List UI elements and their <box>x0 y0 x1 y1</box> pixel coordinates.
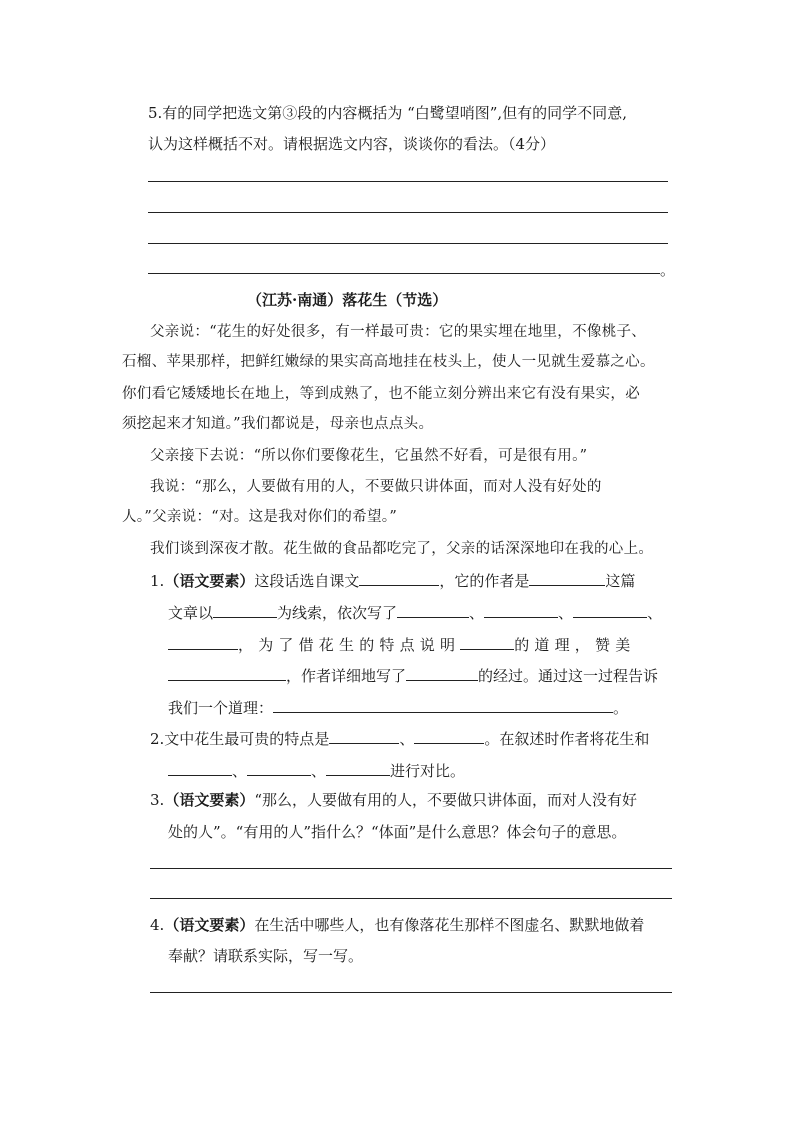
q1-blank-event-3[interactable] <box>573 602 647 618</box>
q1-text-c: 这篇 <box>605 572 636 590</box>
q1-text-b: ，它的作者是 <box>439 572 530 590</box>
q1-text-e: 为线索，依次写了 <box>277 604 398 622</box>
passage-p1-line-4: 须挖起来才知道。”我们都说是，母亲也点点头。 <box>122 416 434 432</box>
q2-sep-1: 、 <box>399 730 415 748</box>
q4-tag: （语文要素） <box>164 916 255 934</box>
passage-p4: 我们谈到深夜才散。花生做的食品都吃完了，父亲的话深深地印在我的心上。 <box>150 541 654 557</box>
q5-answer-line-2[interactable] <box>148 212 668 213</box>
q1-number: 1. <box>150 572 165 590</box>
q1-text-j: 我们一个道理： <box>168 699 274 717</box>
q2-blank-compare-3[interactable] <box>326 760 390 776</box>
q1-line-2 <box>168 602 662 623</box>
q5-answer-line-1[interactable] <box>148 181 668 182</box>
q3-answer-line-1[interactable] <box>150 868 672 869</box>
q3-line-2: 处的人”。“有用的人”指什么？“体面”是什么意思？体会句子的意思。 <box>168 823 627 841</box>
q2-sep-3: 、 <box>311 762 327 780</box>
q2-blank-compare-1[interactable] <box>168 760 232 776</box>
q1-sep-2: 、 <box>558 604 574 622</box>
q1-sep-3: 、 <box>647 604 663 622</box>
q5-answer-line-3[interactable] <box>148 243 668 244</box>
q3-tag: （语文要素） <box>164 791 255 809</box>
q1-text-d: 文章以 <box>168 604 214 622</box>
q2-blank-compare-2[interactable] <box>247 760 311 776</box>
q2-blank-trait-2[interactable] <box>414 728 484 744</box>
q2-text-b: 。在叙述时作者将花生和 <box>484 730 650 748</box>
q5-end-mark: 。 <box>660 261 676 279</box>
q1-sep-1: 、 <box>469 604 485 622</box>
q4-answer-line-1[interactable] <box>150 992 672 993</box>
q4-line-2: 奉献？请联系实际，写一写。 <box>168 947 364 965</box>
q1-line-3 <box>168 634 635 655</box>
q1-blank-event-1[interactable] <box>397 602 469 618</box>
q4-line-1 <box>150 915 644 935</box>
q2-line-2 <box>168 760 465 781</box>
q1-blank-lesson-learned[interactable] <box>273 697 613 713</box>
q1-blank-process[interactable] <box>406 665 478 681</box>
passage-p1-line-3: 你们看它矮矮地长在地上，等到成熟了，也不能立刻分辨出来它有没有果实，必 <box>122 386 640 402</box>
q3-text-a: “那么，人要做有用的人，不要做只讲体面，而对人没有好 <box>254 791 637 809</box>
q1-blank-author[interactable] <box>529 570 605 586</box>
q1-text-f: ，为了借花生的特点说明 <box>238 636 461 654</box>
q1-blank-clue[interactable] <box>213 602 277 618</box>
q2-blank-trait-1[interactable] <box>329 728 399 744</box>
q1-blank-principle[interactable] <box>460 634 514 650</box>
q1-text-g: 的道理，赞美 <box>514 636 636 654</box>
q1-text-i: 的经过。通过这一过程告诉 <box>478 667 659 685</box>
q4-text-a: 在生活中哪些人，也有像落花生那样不图虚名、默默地做着 <box>254 916 645 934</box>
q5-line-2: 认为这样概括不对。请根据选文内容，谈谈你的看法。（4分） <box>148 135 556 153</box>
passage-p1-line-1: 父亲说：“花生的好处很多，有一样最可贵：它的果实埋在地里，不像桃子、 <box>150 324 647 340</box>
q4-number: 4. <box>150 916 165 934</box>
q1-blank-lesson[interactable] <box>359 570 439 586</box>
passage-p3-line-1: 我说：“那么，人要做有用的人，不要做只讲体面，而对人没有好处的 <box>150 479 602 495</box>
q1-blank-event-2[interactable] <box>484 602 558 618</box>
q1-blank-event-4[interactable] <box>168 634 238 650</box>
q1-text-a: 这段话选自课文 <box>254 572 360 590</box>
q2-text-c: 进行对比。 <box>390 762 466 780</box>
q3-line-1 <box>150 790 637 810</box>
passage-p1-line-2: 石榴、苹果那样，把鲜红嫩绿的果实高高地挂在枝头上，使人一见就生爱慕之心。 <box>122 354 655 370</box>
passage-p2: 父亲接下去说：“所以你们要像花生，它虽然不好看，可是很有用。” <box>150 448 588 464</box>
passage-p3-line-2: 人。”父亲说：“对。这是我对你们的希望。” <box>122 509 398 525</box>
q2-line-1 <box>150 728 649 749</box>
q2-sep-2: 、 <box>232 762 248 780</box>
q1-line-5 <box>168 697 628 718</box>
q3-answer-line-2[interactable] <box>150 898 672 899</box>
q2-text-a: 2.文中花生最可贵的特点是 <box>150 730 330 748</box>
q1-line-4 <box>168 665 658 686</box>
passage-title: （江苏·南通）落花生（节选） <box>247 291 448 309</box>
q1-line-1 <box>150 570 635 591</box>
q3-number: 3. <box>150 791 165 809</box>
q1-end: 。 <box>613 699 629 717</box>
q5-line-1: 5.有的同学把选文第③段的内容概括为 “白鹭望哨图”,但有的同学不同意, <box>148 104 627 122</box>
q1-tag: （语文要素） <box>164 572 255 590</box>
q5-answer-line-4[interactable] <box>148 273 660 274</box>
q1-text-h: ，作者详细地写了 <box>286 667 407 685</box>
q1-blank-praise[interactable] <box>168 665 286 681</box>
